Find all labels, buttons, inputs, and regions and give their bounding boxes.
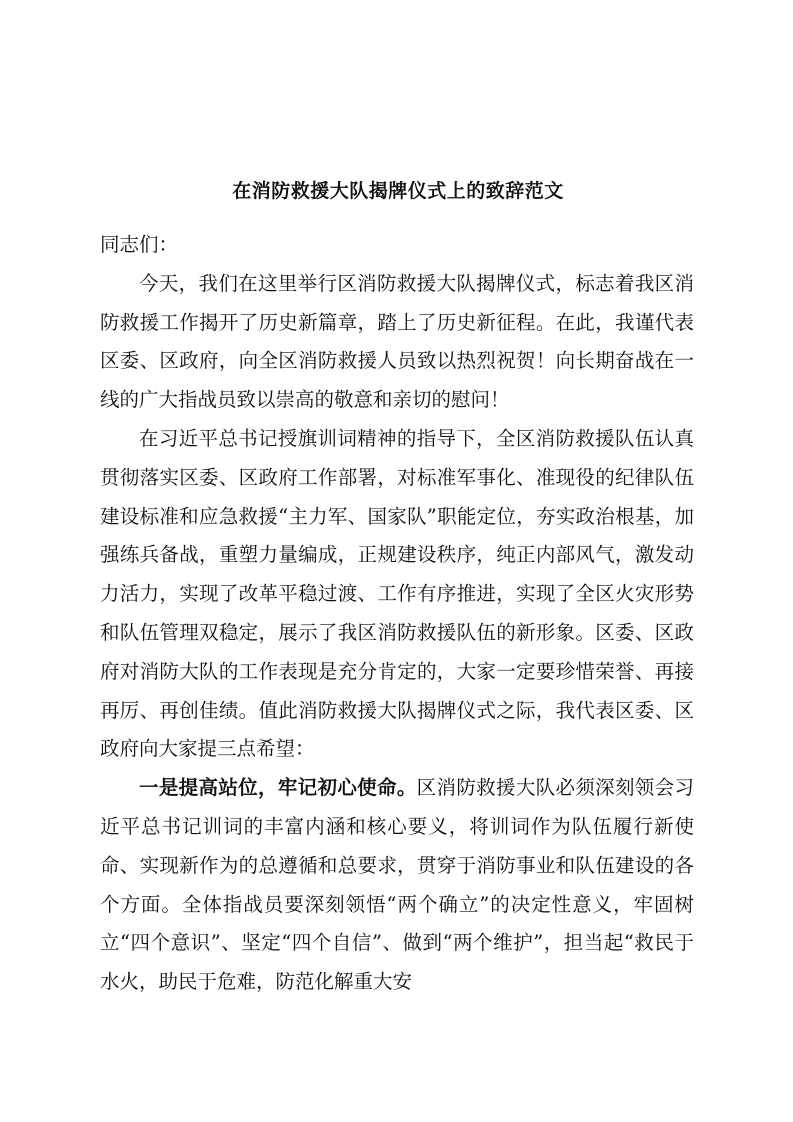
paragraph-hope-one xyxy=(100,769,694,1002)
paragraph-achievements xyxy=(100,420,694,769)
paragraph-opening xyxy=(100,265,694,420)
document-body xyxy=(100,226,694,1002)
paragraph-opening-text: 今天，我们在这里举行区消防救援大队揭牌仪式，标志着我区消防救援工作揭开了历史新篇章，踏上了历史新征程。在此，我谨代表区委、区政府，向全区消防救援人员致以热烈祝贺！向长期奋战在一线的广大指战员致以崇高的敬意和亲切的慰问！ xyxy=(100,271,694,412)
paragraph-achievements-text: 在习近平总书记授旗训词精神的指导下，全区消防救援队伍认真贯彻落实区委、区政府工作部署，对标准军事化、准现役的纪律队伍建设标准和应急救援“主力军、国家队”职能定位，夯实政治根基，加强练兵备战，重塑力量编成，正规建设秩序，纯正内部风气，激发动力活力，实现了改革平稳过渡、工作有序推进，实现了全区火灾形势和队伍管理双稳定，展示了我区消防救援队伍的新形象。区委、区政府对消防大队的工作表现是充分肯定的，大家一定要珍惜荣誉、再接再厉、再创佳绩。值此消防救援大队揭牌仪式之际，我代表区委、区政府向大家提三点希望： xyxy=(100,426,694,761)
paragraph-hope-one-text: 区消防救援大队必须深刻领会习近平总书记训词的丰富内涵和核心要义，将训词作为队伍履行新使命、实现新作为的总遵循和总要求，贯穿于消防事业和队伍建设的各个方面。全体指战员要深刻领悟“两个确立”的决定性意义，牢固树立“四个意识”、坚定“四个自信”、做到“两个维护”，担当起“救民于水火，助民于危难，防范化解重大安 xyxy=(100,776,694,994)
document-title: 在消防救援大队揭牌仪式上的致辞范文 xyxy=(232,180,564,202)
salutation: 同志们： xyxy=(100,233,179,256)
paragraph-hope-one-lead: 一是提高站位，牢记初心使命。 xyxy=(139,776,417,800)
